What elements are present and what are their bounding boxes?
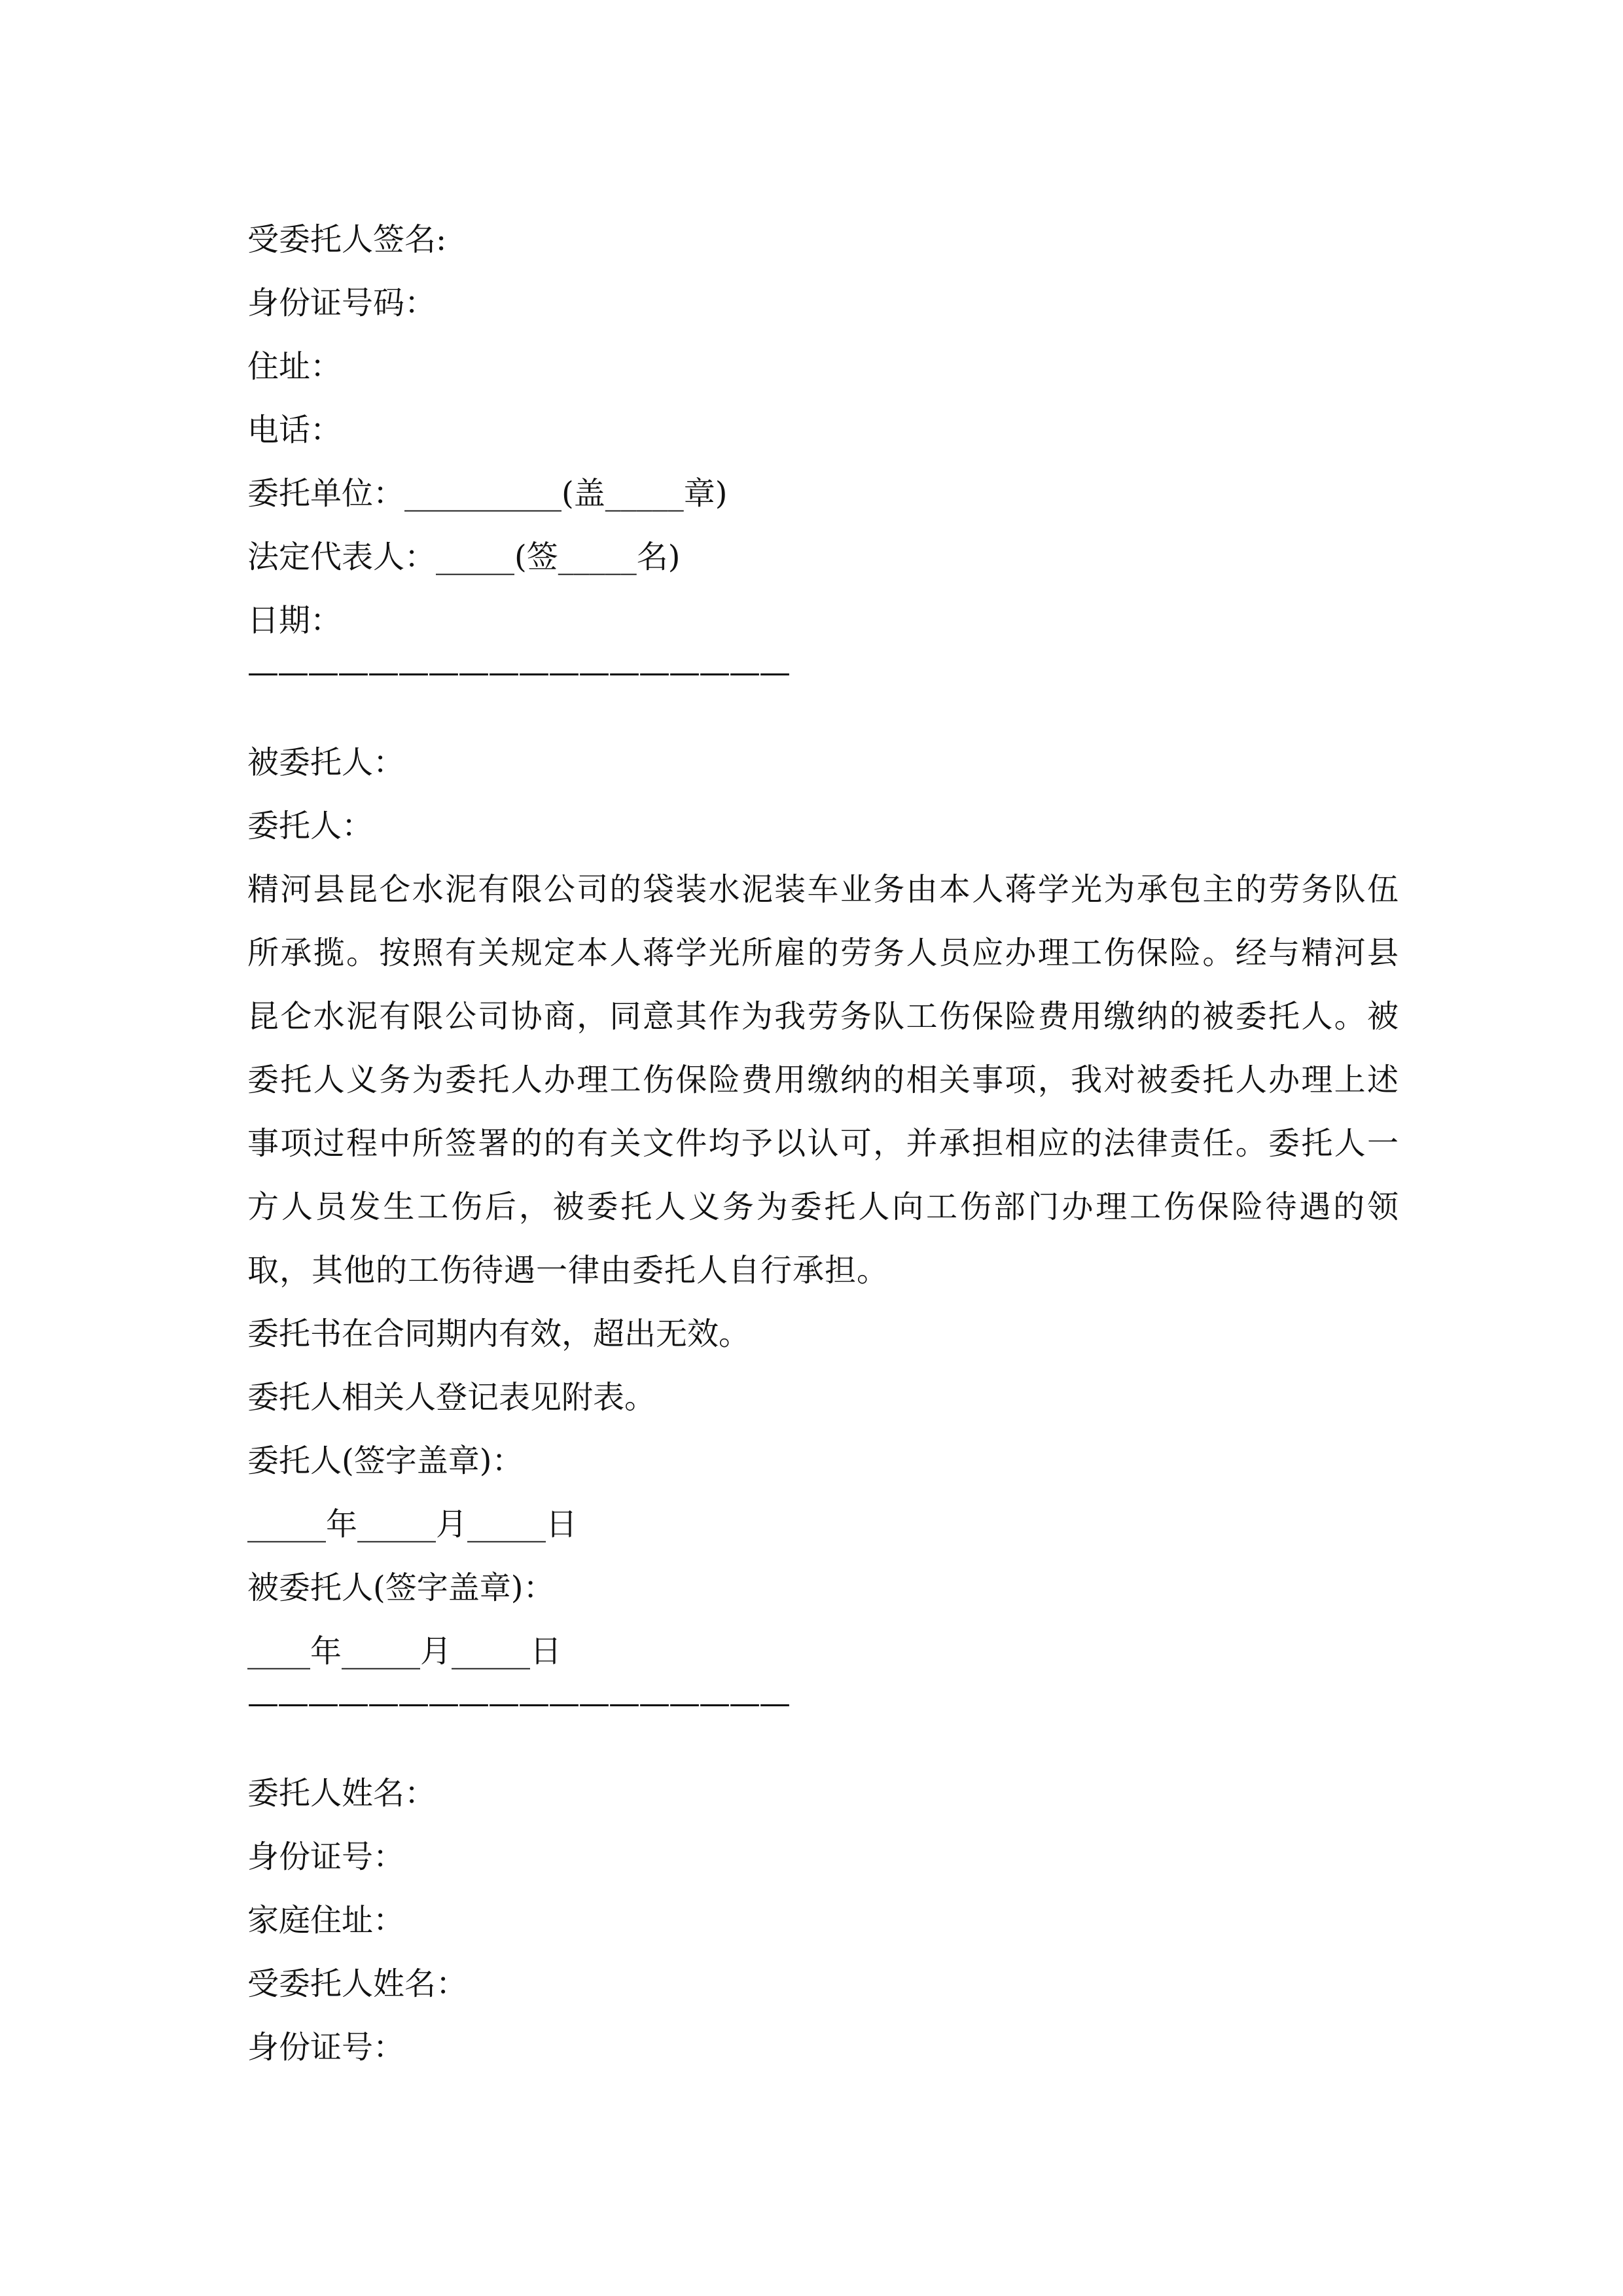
phone-label: 电话：	[247, 412, 342, 448]
entruster-date-line: _____年_____月_____日	[247, 1506, 578, 1543]
trustee-id-label: 身份证号：	[247, 2029, 405, 2066]
home-address-label: 家庭住址：	[247, 1902, 405, 1939]
entruster-signature-label: 委托人(签字盖章)：	[247, 1443, 524, 1479]
id-number-label: 身份证号码：	[247, 285, 437, 321]
trustee-signature-label: 受委托人签名:	[247, 221, 447, 258]
attachment-note: 委托人相关人登记表见附表。	[247, 1379, 656, 1416]
date-label: 日期：	[247, 602, 342, 639]
section-divider: ——————————————————	[247, 1685, 789, 1721]
section-divider: ——————————————————	[247, 654, 789, 691]
spacer	[247, 692, 1399, 731]
validity-statement: 委托书在合同期内有效，超出无效。	[247, 1316, 751, 1352]
trustee-date-line: ____年_____月_____日	[247, 1633, 562, 1670]
entruster-name-label: 委托人姓名：	[247, 1775, 437, 1812]
address-label: 住址：	[247, 348, 342, 385]
authorization-paragraph: 精河县昆仑水泥有限公司的袋装水泥装车业务由本人蒋学光为承包主的劳务队伍所承揽。按照有关规定本人蒋学光所雇的劳务人员应办理工伤保险。经与精河县昆仑水泥有限公司协商，同意其作为我劳务队工伤保险费用缴纳的被委托人。被委托人义务为委托人办理工伤保险费用缴纳的相关事项，我对被委托人办理上述事项过程中所签署的的有关文件均予以认可，并承担相应的法律责任。委托人一方人员发生工伤后，被委托人义务为委托人向工伤部门办理工伤保险待遇的领取，其他的工伤待遇一律由委托人自行承担。	[247, 871, 1399, 1289]
trustee-label: 被委托人：	[247, 744, 405, 781]
document-content	[247, 208, 1399, 2079]
entruster-id-label: 身份证号：	[247, 1839, 405, 1875]
trustee-name-label: 受委托人姓名：	[247, 1965, 468, 2002]
entruster-label: 委托人：	[247, 808, 374, 844]
trustee-signature-stamp-label: 被委托人(签字盖章)：	[247, 1570, 555, 1606]
spacer	[247, 1723, 1399, 1762]
legal-representative-label: 法定代表人：_____(签_____名)	[247, 539, 681, 575]
entrusting-unit-label: 委托单位：__________(盖_____章)	[247, 475, 728, 512]
